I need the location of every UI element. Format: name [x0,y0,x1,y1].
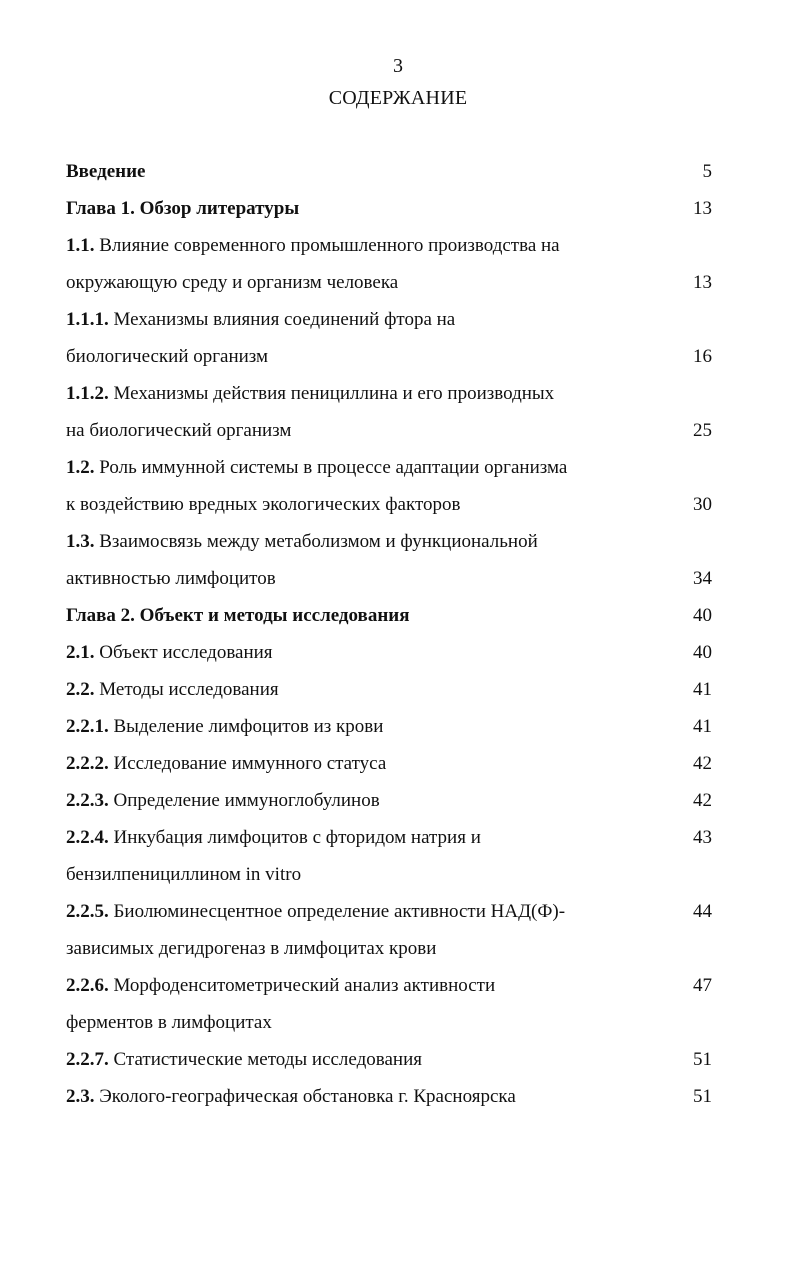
toc-page-number: 40 [693,642,712,663]
toc-page-number: 44 [693,901,712,922]
page-number: 3 [393,55,403,77]
toc-title-text: Роль иммунной системы в процессе адаптации организма [99,457,568,478]
toc-section-number: 2.2.6. [66,975,109,996]
toc-section-number: 1.1. [66,235,95,256]
toc-entry[interactable] [66,897,712,971]
toc-line [66,823,712,860]
toc-line [66,786,712,823]
toc-entry[interactable] [66,231,712,305]
toc-heading-line [66,601,712,638]
toc-line [66,527,712,564]
page-title: СОДЕРЖАНИЕ [328,87,468,109]
toc-heading-line [66,194,712,231]
toc-title-text: Исследование иммунного статуса [113,753,387,774]
toc-page-number: 51 [693,1049,712,1070]
toc-title-text: Морфоденситометрический анализ активности [113,975,496,996]
toc-line [66,1008,712,1045]
toc-page-number: 41 [693,679,712,700]
toc-title-text: биологический организм [66,346,269,367]
toc-page-number: 42 [693,790,712,811]
toc-title-text: к воздействию вредных экологических факторов [66,494,461,515]
toc-section-number: 2.1. [66,642,95,663]
toc-heading: Глава 2. Объект и методы исследования [66,605,410,626]
toc-section-number: 1.1.1. [66,309,109,330]
toc-title-text: Механизмы влияния соединений фтора на [113,309,456,330]
toc-line [66,453,712,490]
toc-entry[interactable] [66,1082,712,1119]
toc-line [66,416,712,453]
toc-title-text: зависимых дегидрогеназ в лимфоцитах крови [66,938,437,959]
toc-entry[interactable] [66,749,712,786]
toc-line [66,638,712,675]
toc-title-text: Эколого-географическая обстановка г. Красноярска [99,1086,516,1107]
toc-section-number: 2.2.5. [66,901,109,922]
toc-entry[interactable] [66,305,712,379]
toc-title-text: бензилпенициллином in vitro [66,864,302,885]
toc-section-number: 2.2.2. [66,753,109,774]
toc-section-number: 2.3. [66,1086,95,1107]
toc-line [66,749,712,786]
toc-page-number: 13 [693,198,712,219]
toc-title-text: на биологический организм [66,420,292,441]
toc-page-number: 34 [693,568,712,589]
toc-heading: Глава 1. Обзор литературы [66,198,300,219]
toc-line [66,712,712,749]
toc-heading: Введение [66,161,146,182]
toc-title-text: окружающую среду и организм человека [66,272,399,293]
toc-title-text: Методы исследования [99,679,279,700]
toc-title-text: Влияние современного промышленного производства на [99,235,560,256]
toc-page-number: 5 [702,161,712,182]
toc-section-number: 1.2. [66,457,95,478]
toc-line [66,897,712,934]
toc-title-text: Статистические методы исследования [113,1049,422,1070]
toc-section-number: 1.3. [66,531,95,552]
toc-line [66,1082,712,1119]
toc-entry[interactable] [66,453,712,527]
toc-entry[interactable] [66,194,712,231]
toc-title-text: Выделение лимфоцитов из крови [113,716,384,737]
toc-heading-line [66,157,712,194]
toc-title-text: ферментов в лимфоцитах [66,1012,272,1033]
toc-title-text: активностью лимфоцитов [66,568,276,589]
toc-entry[interactable] [66,157,712,194]
toc-line [66,342,712,379]
toc-page-number: 16 [693,346,712,367]
toc-entry[interactable] [66,675,712,712]
toc-entry[interactable] [66,712,712,749]
toc-page-number: 41 [693,716,712,737]
toc-line [66,675,712,712]
toc-line [66,860,712,897]
toc-entry[interactable] [66,1045,712,1082]
toc-line [66,305,712,342]
toc-entry[interactable] [66,527,712,601]
toc-page-number: 51 [693,1086,712,1107]
toc-line [66,268,712,305]
toc-page-number: 40 [693,605,712,626]
toc-page-number: 25 [693,420,712,441]
toc-line [66,231,712,268]
toc-section-number: 2.2. [66,679,95,700]
toc-line [66,564,712,601]
toc-section-number: 2.2.7. [66,1049,109,1070]
toc-page-number: 13 [693,272,712,293]
toc-section-number: 2.2.4. [66,827,109,848]
toc-entry[interactable] [66,379,712,453]
toc-page-number: 47 [693,975,712,996]
toc-title-text: Определение иммуноглобулинов [113,790,380,811]
toc-entry[interactable] [66,823,712,897]
toc-title-text: Механизмы действия пенициллина и его производных [113,383,555,404]
toc-page-number: 42 [693,753,712,774]
toc-entry[interactable] [66,971,712,1045]
toc-section-number: 2.2.3. [66,790,109,811]
toc-entry[interactable] [66,638,712,675]
toc-title-text: Объект исследования [99,642,273,663]
toc-entry[interactable] [66,601,712,638]
toc-entry[interactable] [66,786,712,823]
toc-title-text: Взаимосвязь между метаболизмом и функциональной [99,531,538,552]
toc-page-number: 30 [693,494,712,515]
toc-line [66,934,712,971]
toc-line [66,1045,712,1082]
toc-title-text: Биолюминесцентное определение активности НАД(Ф)- [113,901,566,922]
toc-line [66,490,712,527]
toc-section-number: 1.1.2. [66,383,109,404]
toc-page-number: 43 [693,827,712,848]
toc-section-number: 2.2.1. [66,716,109,737]
toc-line [66,379,712,416]
toc-title-text: Инкубация лимфоцитов с фторидом натрия и [113,827,481,848]
toc-line [66,971,712,1008]
table-of-contents [66,157,712,1119]
